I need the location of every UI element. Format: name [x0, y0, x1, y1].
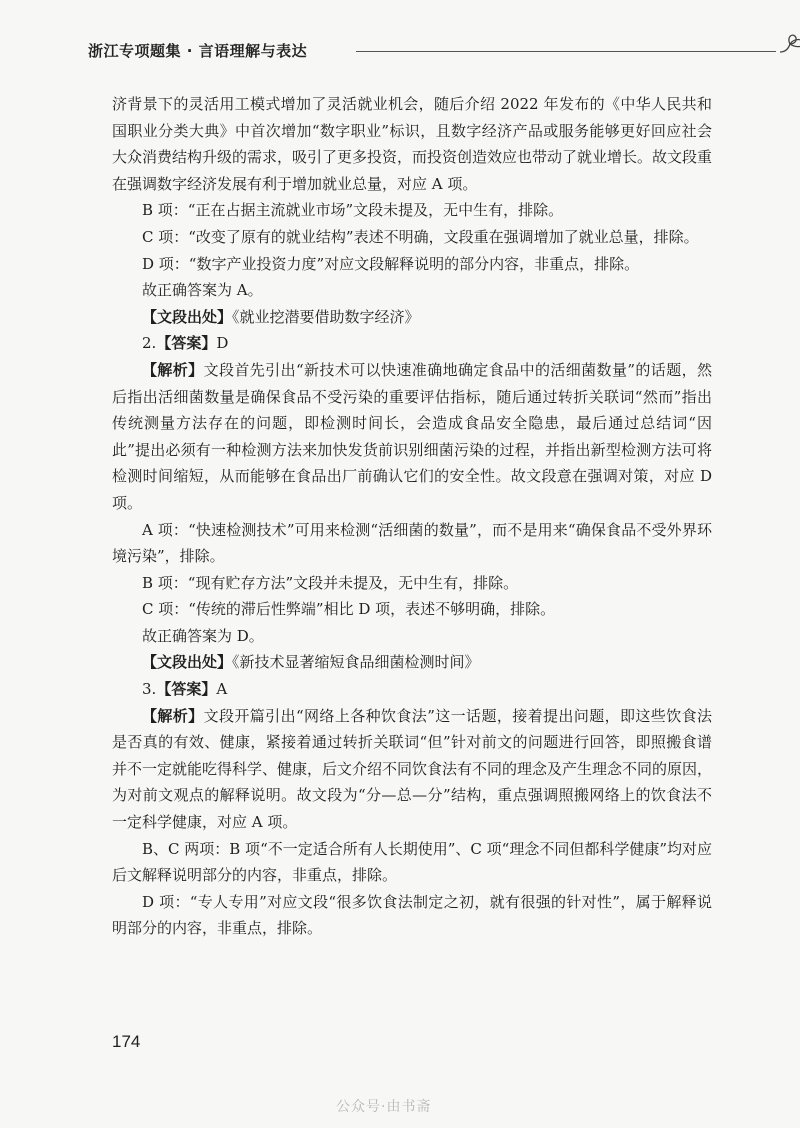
paragraph: B、C 两项：B 项“不一定适合所有人长期使用”、C 项“理念不同但都科学健康”均对应后文解释说明部分的内容，非重点，排除。	[112, 839, 712, 885]
analysis-paragraph	[112, 703, 712, 836]
paragraph: 故正确答案为 D。	[142, 626, 264, 645]
watermark: 公众号·由书斋	[336, 1099, 432, 1115]
paragraph: B 项：“正在占据主流就业市场”文段未提及，无中生有，排除。	[142, 201, 564, 220]
answer-value: A	[216, 680, 228, 699]
header-rule	[356, 51, 776, 52]
answer-explanation-text	[112, 91, 712, 942]
question-number: 3.	[142, 680, 157, 699]
analysis-text: 文段开篇引出“网络上各种饮食法”这一话题，接着提出问题，即这些饮食法是否真的有效、健康，紧接着通过转折关联词“但”针对前文的问题进行回答，即照搬食谱并不一定就能吃得科学、健康，后文介绍不同饮食法有不同的理念及产生理念不同的原因，为对前文观点的解释说明。故文段为“分—总—分”结构，重点强调照搬网络上的饮食法不一定科学健康，对应 A 项。	[112, 706, 713, 832]
paragraph: D 项：“数字产业投资力度”对应文段解释说明的部分内容，非重点，排除。	[142, 254, 640, 273]
source-title: 《新技术显著缩短食品细菌检测时间》	[232, 653, 480, 672]
running-header	[88, 28, 728, 68]
answer-line	[112, 676, 712, 703]
answer-line	[112, 330, 712, 357]
sprout-icon	[774, 30, 800, 60]
paragraph: C 项：“传统的滞后性弊端”相比 D 项，表述不够明确，排除。	[142, 600, 556, 619]
source-line	[112, 649, 712, 676]
analysis-label: 【解析】	[142, 360, 204, 379]
paragraph: B 项：“现有贮存方法”文段并未提及，无中生有，排除。	[142, 573, 519, 592]
source-title: 《就业挖潜要借助数字经济》	[232, 307, 420, 326]
paragraph: C 项：“改变了原有的就业结构”表述不明确，文段重在强调增加了就业总量，排除。	[142, 227, 699, 246]
question-number: 2.	[142, 334, 157, 353]
analysis-text: 文段首先引出“新技术可以快速准确地确定食品中的活细菌数量”的话题，然后指出活细菌数量是确保食品不受污染的重要评估指标，随后通过转折关联词“然而”指出传统测量方法存在的问题，即检测时间长，会造成食品安全隐患，最后通过总结词“因此”提出必须有一种检测方法来加快发货前识别细菌污染的过程，并指出新型检测方法可将检测时间缩短，从而能够在食品出厂前确认它们的安全性。故文段意在强调对策，对应 D 项。	[112, 360, 712, 512]
paragraph: 济背景下的灵活用工模式增加了灵活就业机会，随后介绍 2022 年发布的《中华人民共和国职业分类大典》中首次增加“数字职业”标识，且数字经济产品或服务能够更好回应社会大众消费结构升级的需求，吸引了更多投资，而投资创造效应也带动了就业增长。故文段重在强调数字经济发展有利于增加就业总量，对应 A 项。	[112, 95, 713, 193]
answer-label: 【答案】	[156, 334, 217, 353]
source-label: 【文段出处】	[142, 307, 233, 326]
page-number: 174	[112, 1032, 141, 1051]
paragraph: D 项：“专人专用”对应文段“很多饮食法制定之初，就有很强的针对性”，属于解释说明部分的内容，非重点，排除。	[112, 892, 712, 938]
paragraph: A 项：“快速检测技术”可用来检测“活细菌的数量”，而不是用来“确保食品不受外界环境污染”，排除。	[112, 520, 712, 566]
paragraph: 故正确答案为 A。	[142, 281, 263, 300]
source-label: 【文段出处】	[142, 653, 233, 672]
analysis-label: 【解析】	[142, 706, 204, 725]
source-line	[112, 304, 712, 331]
analysis-paragraph	[112, 357, 712, 517]
header-title: 浙江专项题集 · 言语理解与表达	[88, 42, 308, 60]
answer-value: D	[216, 334, 229, 353]
answer-label: 【答案】	[156, 680, 217, 699]
